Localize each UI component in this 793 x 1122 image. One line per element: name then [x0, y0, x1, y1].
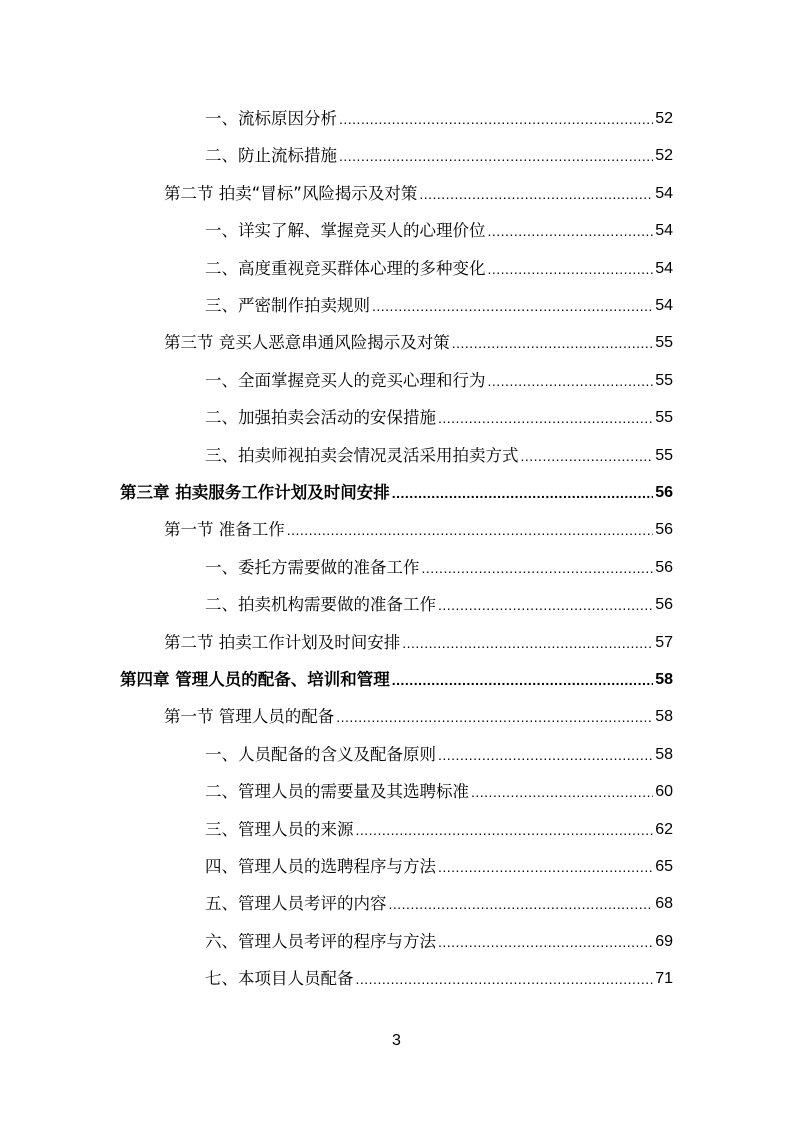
toc-dot-leader — [389, 892, 654, 916]
toc-chapter-entry[interactable] — [120, 668, 673, 692]
toc-dot-leader — [488, 219, 654, 243]
toc-entry-title: 三、管理人员的来源 — [205, 819, 354, 839]
toc-entry-page: 69 — [655, 932, 673, 950]
toc-subsection-entry[interactable] — [205, 930, 673, 954]
toc-entry-page: 54 — [655, 184, 673, 202]
toc-dot-leader — [488, 369, 654, 393]
toc-entry-title: 第三章 拍卖服务工作计划及时间安排 — [120, 483, 390, 502]
toc-section-entry[interactable] — [164, 705, 673, 729]
toc-chapter-entry[interactable] — [120, 481, 673, 505]
toc-dot-leader — [422, 556, 654, 580]
toc-entry-title: 七、本项目人员配备 — [205, 969, 354, 989]
toc-entry-page: 54 — [655, 222, 673, 240]
toc-dot-leader — [452, 331, 653, 355]
toc-subsection-entry[interactable] — [205, 257, 673, 281]
toc-section-entry[interactable] — [164, 631, 673, 655]
toc-entry-title: 三、拍卖师视拍卖会情况灵活采用拍卖方式 — [205, 445, 519, 465]
toc-subsection-entry[interactable] — [205, 406, 673, 430]
toc-subsection-entry[interactable] — [205, 444, 673, 468]
toc-dot-leader — [392, 668, 653, 692]
toc-subsection-entry[interactable] — [205, 593, 673, 617]
toc-entry-title: 二、防止流标措施 — [205, 146, 337, 166]
toc-entry-page: 55 — [655, 409, 673, 427]
toc-section-entry[interactable] — [164, 518, 673, 542]
toc-entry-page: 68 — [655, 895, 673, 913]
toc-subsection-entry[interactable] — [205, 780, 673, 804]
toc-dot-leader — [372, 294, 653, 318]
toc-subsection-entry[interactable] — [205, 743, 673, 767]
toc-entry-page: 55 — [655, 446, 673, 464]
toc-subsection-entry[interactable] — [205, 855, 673, 879]
toc-subsection-entry[interactable] — [205, 818, 673, 842]
toc-subsection-entry[interactable] — [205, 369, 673, 393]
toc-dot-leader — [339, 107, 653, 131]
toc-entry-title: 一、人员配备的含义及配备原则 — [205, 744, 436, 764]
toc-dot-leader — [419, 182, 653, 206]
toc-entry-page: 52 — [655, 110, 673, 127]
toc-dot-leader — [521, 444, 654, 468]
toc-entry-title: 一、全面掌握竞买人的竞买心理和行为 — [205, 370, 486, 390]
toc-section-entry[interactable] — [164, 182, 673, 206]
toc-entry-title: 四、管理人员的选聘程序与方法 — [205, 857, 436, 876]
toc-dot-leader — [356, 818, 654, 842]
toc-dot-leader — [438, 406, 653, 430]
toc-entry-page: 56 — [655, 484, 673, 501]
toc-entry-title: 二、拍卖机构需要做的准备工作 — [205, 595, 436, 615]
toc-entry-title: 第四章 管理人员的配备、培训和管理 — [120, 670, 390, 689]
toc-entry-title: 第二节 拍卖工作计划及时间安排 — [164, 632, 401, 652]
toc-dot-leader — [392, 481, 653, 505]
toc-entry-page: 65 — [655, 858, 673, 875]
toc-subsection-entry[interactable] — [205, 107, 673, 131]
toc-dot-leader — [438, 743, 653, 767]
toc-dot-leader — [438, 855, 653, 879]
toc-entry-title: 一、委托方需要做的准备工作 — [205, 557, 420, 577]
toc-entry-page: 58 — [655, 708, 673, 726]
toc-entry-page: 54 — [655, 259, 673, 277]
toc-subsection-entry[interactable] — [205, 892, 673, 916]
toc-entry-title: 第三节 竞买人恶意串通风险揭示及对策 — [164, 333, 450, 353]
toc-dot-leader — [488, 257, 654, 281]
toc-dot-leader — [471, 780, 653, 804]
toc-entry-page: 54 — [655, 297, 673, 314]
toc-dot-leader — [356, 967, 654, 991]
toc-entry-page: 57 — [655, 633, 673, 651]
toc-entry-page: 58 — [655, 745, 673, 763]
toc-entry-page: 56 — [655, 596, 673, 614]
toc-subsection-entry[interactable] — [205, 219, 673, 243]
toc-dot-leader — [438, 593, 653, 617]
toc-entry-title: 第一节 准备工作 — [164, 520, 285, 540]
toc-entry-title: 第一节 管理人员的配备 — [164, 707, 335, 727]
toc-entry-title: 五、管理人员考评的内容 — [205, 894, 387, 914]
toc-entry-page: 55 — [655, 371, 673, 389]
toc-subsection-entry[interactable] — [205, 144, 673, 168]
toc-subsection-entry[interactable] — [205, 967, 673, 991]
toc-dot-leader — [402, 631, 653, 655]
toc-entry-page: 55 — [655, 334, 673, 352]
toc-entry-title: 第二节 拍卖“冒标”风险揭示及对策 — [164, 183, 418, 203]
toc-entry-page: 71 — [655, 970, 673, 988]
toc-dot-leader — [336, 705, 653, 729]
toc-entry-title: 一、流标原因分析 — [205, 109, 337, 128]
toc-dot-leader — [438, 930, 653, 954]
toc-subsection-entry[interactable] — [205, 556, 673, 580]
toc-dot-leader — [287, 518, 653, 542]
toc-entry-title: 二、加强拍卖会活动的安保措施 — [205, 408, 436, 428]
page-number: 3 — [392, 1032, 401, 1049]
toc-entry-page: 56 — [655, 558, 673, 576]
toc-entry-title: 二、高度重视竞买群体心理的多种变化 — [205, 258, 486, 278]
toc-entry-page: 62 — [655, 820, 673, 838]
toc-entry-title: 三、严密制作拍卖规则 — [205, 296, 370, 315]
toc-entry-page: 58 — [655, 671, 673, 688]
toc-entry-title: 二、管理人员的需要量及其选聘标准 — [205, 782, 469, 802]
toc-entry-page: 60 — [655, 783, 673, 801]
toc-entry-title: 六、管理人员考评的程序与方法 — [205, 931, 436, 951]
toc-entry-title: 一、详实了解、掌握竞买人的心理价位 — [205, 221, 486, 241]
toc-subsection-entry[interactable] — [205, 294, 673, 318]
toc-entry-page: 52 — [655, 147, 673, 165]
toc-entry-page: 56 — [655, 521, 673, 539]
toc-section-entry[interactable] — [164, 331, 673, 355]
toc-dot-leader — [339, 144, 653, 168]
